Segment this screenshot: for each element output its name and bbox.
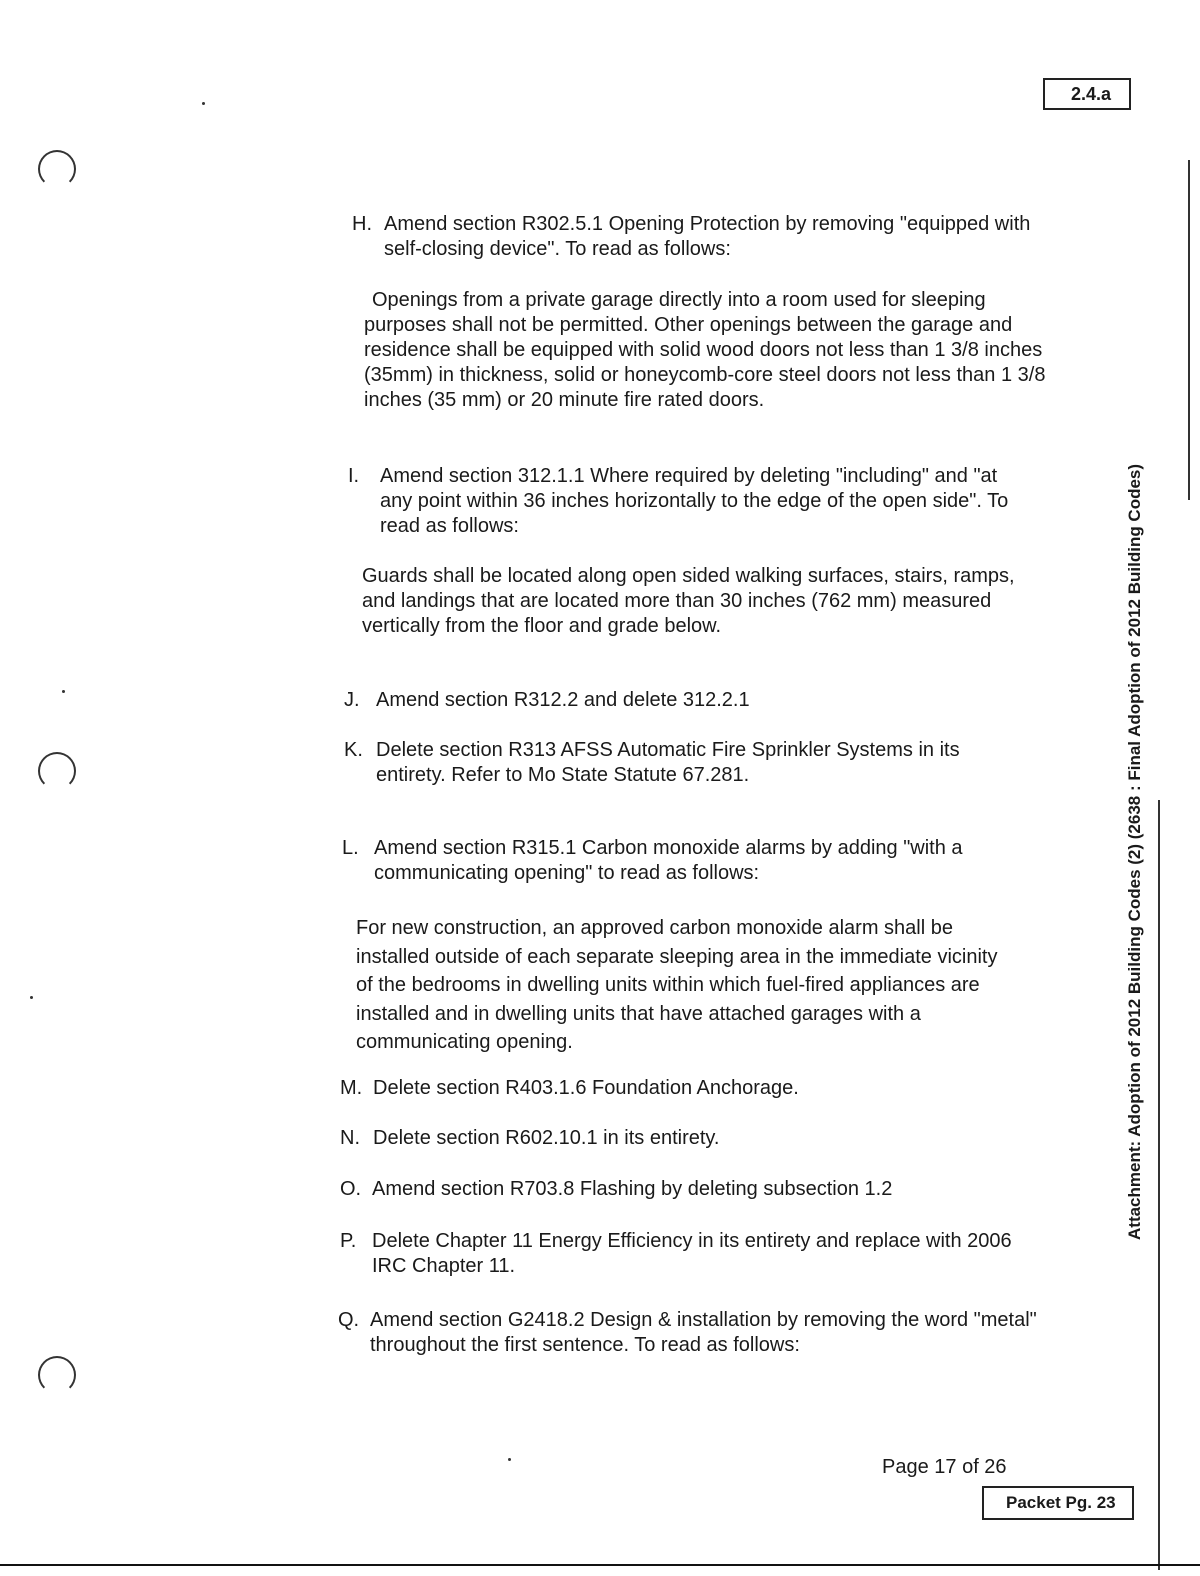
list-item-i: [348, 464, 1028, 539]
item-text: Delete section R602.10.1 in its entirety.: [373, 1127, 720, 1149]
item-text: Amend section R703.8 Flashing by deleting subsection 1.2: [372, 1178, 893, 1200]
list-item-o: [340, 1177, 1040, 1202]
item-text: Amend section R312.2 and delete 312.2.1: [376, 689, 750, 711]
list-item-h: [352, 212, 1052, 262]
item-text: Delete section R313 AFSS Automatic Fire Sprinkler Systems in its entirety. Refer to Mo State Statute 67.281.: [376, 739, 960, 786]
item-letter: N.: [340, 1127, 360, 1149]
item-letter: M.: [340, 1077, 363, 1099]
item-text: Amend section R302.5.1 Opening Protection by removing "equipped with self-closing device". To read as follows:: [384, 213, 1031, 260]
list-item-m: [340, 1076, 1040, 1101]
item-letter: J.: [344, 689, 360, 711]
packet-page: Packet Pg. 23: [982, 1486, 1134, 1520]
scan-speck: [202, 102, 205, 105]
list-item-q: [338, 1308, 1038, 1358]
attachment-sidebar: Attachment: Adoption of 2012 Building Codes (2) (2638 : Final Adoption of 2012 Building Codes): [1125, 463, 1144, 1240]
margin-rule: [1188, 160, 1190, 500]
item-text: Delete section R403.1.6 Foundation Anchorage.: [373, 1077, 799, 1099]
list-item-p: [340, 1229, 1040, 1279]
item-letter: I.: [348, 465, 360, 487]
item-letter: L.: [342, 837, 359, 859]
scan-speck: [508, 1458, 511, 1461]
list-item-k: [344, 738, 1034, 788]
item-text: Amend section G2418.2 Design & installation by removing the word "metal" throughout the first sentence. To read as follows:: [370, 1309, 1037, 1356]
scan-speck: [30, 996, 33, 999]
binder-hole-middle: [38, 752, 76, 790]
page-bottom-edge: [0, 1564, 1200, 1566]
margin-rule: [1158, 800, 1160, 1570]
binder-hole-bottom: [38, 1356, 76, 1394]
quote-carbon-monoxide: For new construction, an approved carbon monoxide alarm shall be installed outside of each separate sleeping area in the immediate vicinity of the bedrooms in dwelling units within which fuel-fired appliances are installed and in dwelling units that have attached garages with a communicating opening.: [356, 917, 998, 1053]
binder-hole-top: [38, 150, 76, 188]
quote-opening-protection: Openings from a private garage directly into a room used for sleeping purposes shall not be permitted. Other openings between the garage and residence shall be equipped with solid wood doors not less than 1 3/8 inches (35mm) in thickness, solid or honeycomb-core steel doors not less than 1 3/8 inches (35 mm) or 20 minute fire rated doors.: [364, 289, 1046, 411]
list-item-l: [342, 836, 1032, 886]
page-number: Page 17 of 26: [882, 1456, 1007, 1478]
scan-speck: [62, 690, 65, 693]
item-letter: K.: [344, 739, 363, 761]
item-letter: O.: [340, 1178, 362, 1200]
item-text: Amend section 312.1.1 Where required by deleting "including" and "at any point within 36 inches horizontally to the edge of the open side". To read as follows:: [380, 465, 1009, 537]
item-text: Delete Chapter 11 Energy Efficiency in its entirety and replace with 2006 IRC Chapter 11.: [372, 1230, 1012, 1277]
item-text: Amend section R315.1 Carbon monoxide alarms by adding "with a communicating opening" to read as follows:: [374, 837, 963, 884]
item-letter: P.: [340, 1230, 357, 1252]
agenda-tag: 2.4.a: [1043, 78, 1131, 110]
item-letter: H.: [352, 213, 372, 235]
quote-guards: Guards shall be located along open sided walking surfaces, stairs, ramps, and landings that are located more than 30 inches (762 mm) measured vertically from the floor and grade below.: [362, 565, 1015, 637]
item-letter: Q.: [338, 1309, 360, 1331]
list-item-n: [340, 1126, 1040, 1151]
list-item-j: [344, 688, 1044, 713]
